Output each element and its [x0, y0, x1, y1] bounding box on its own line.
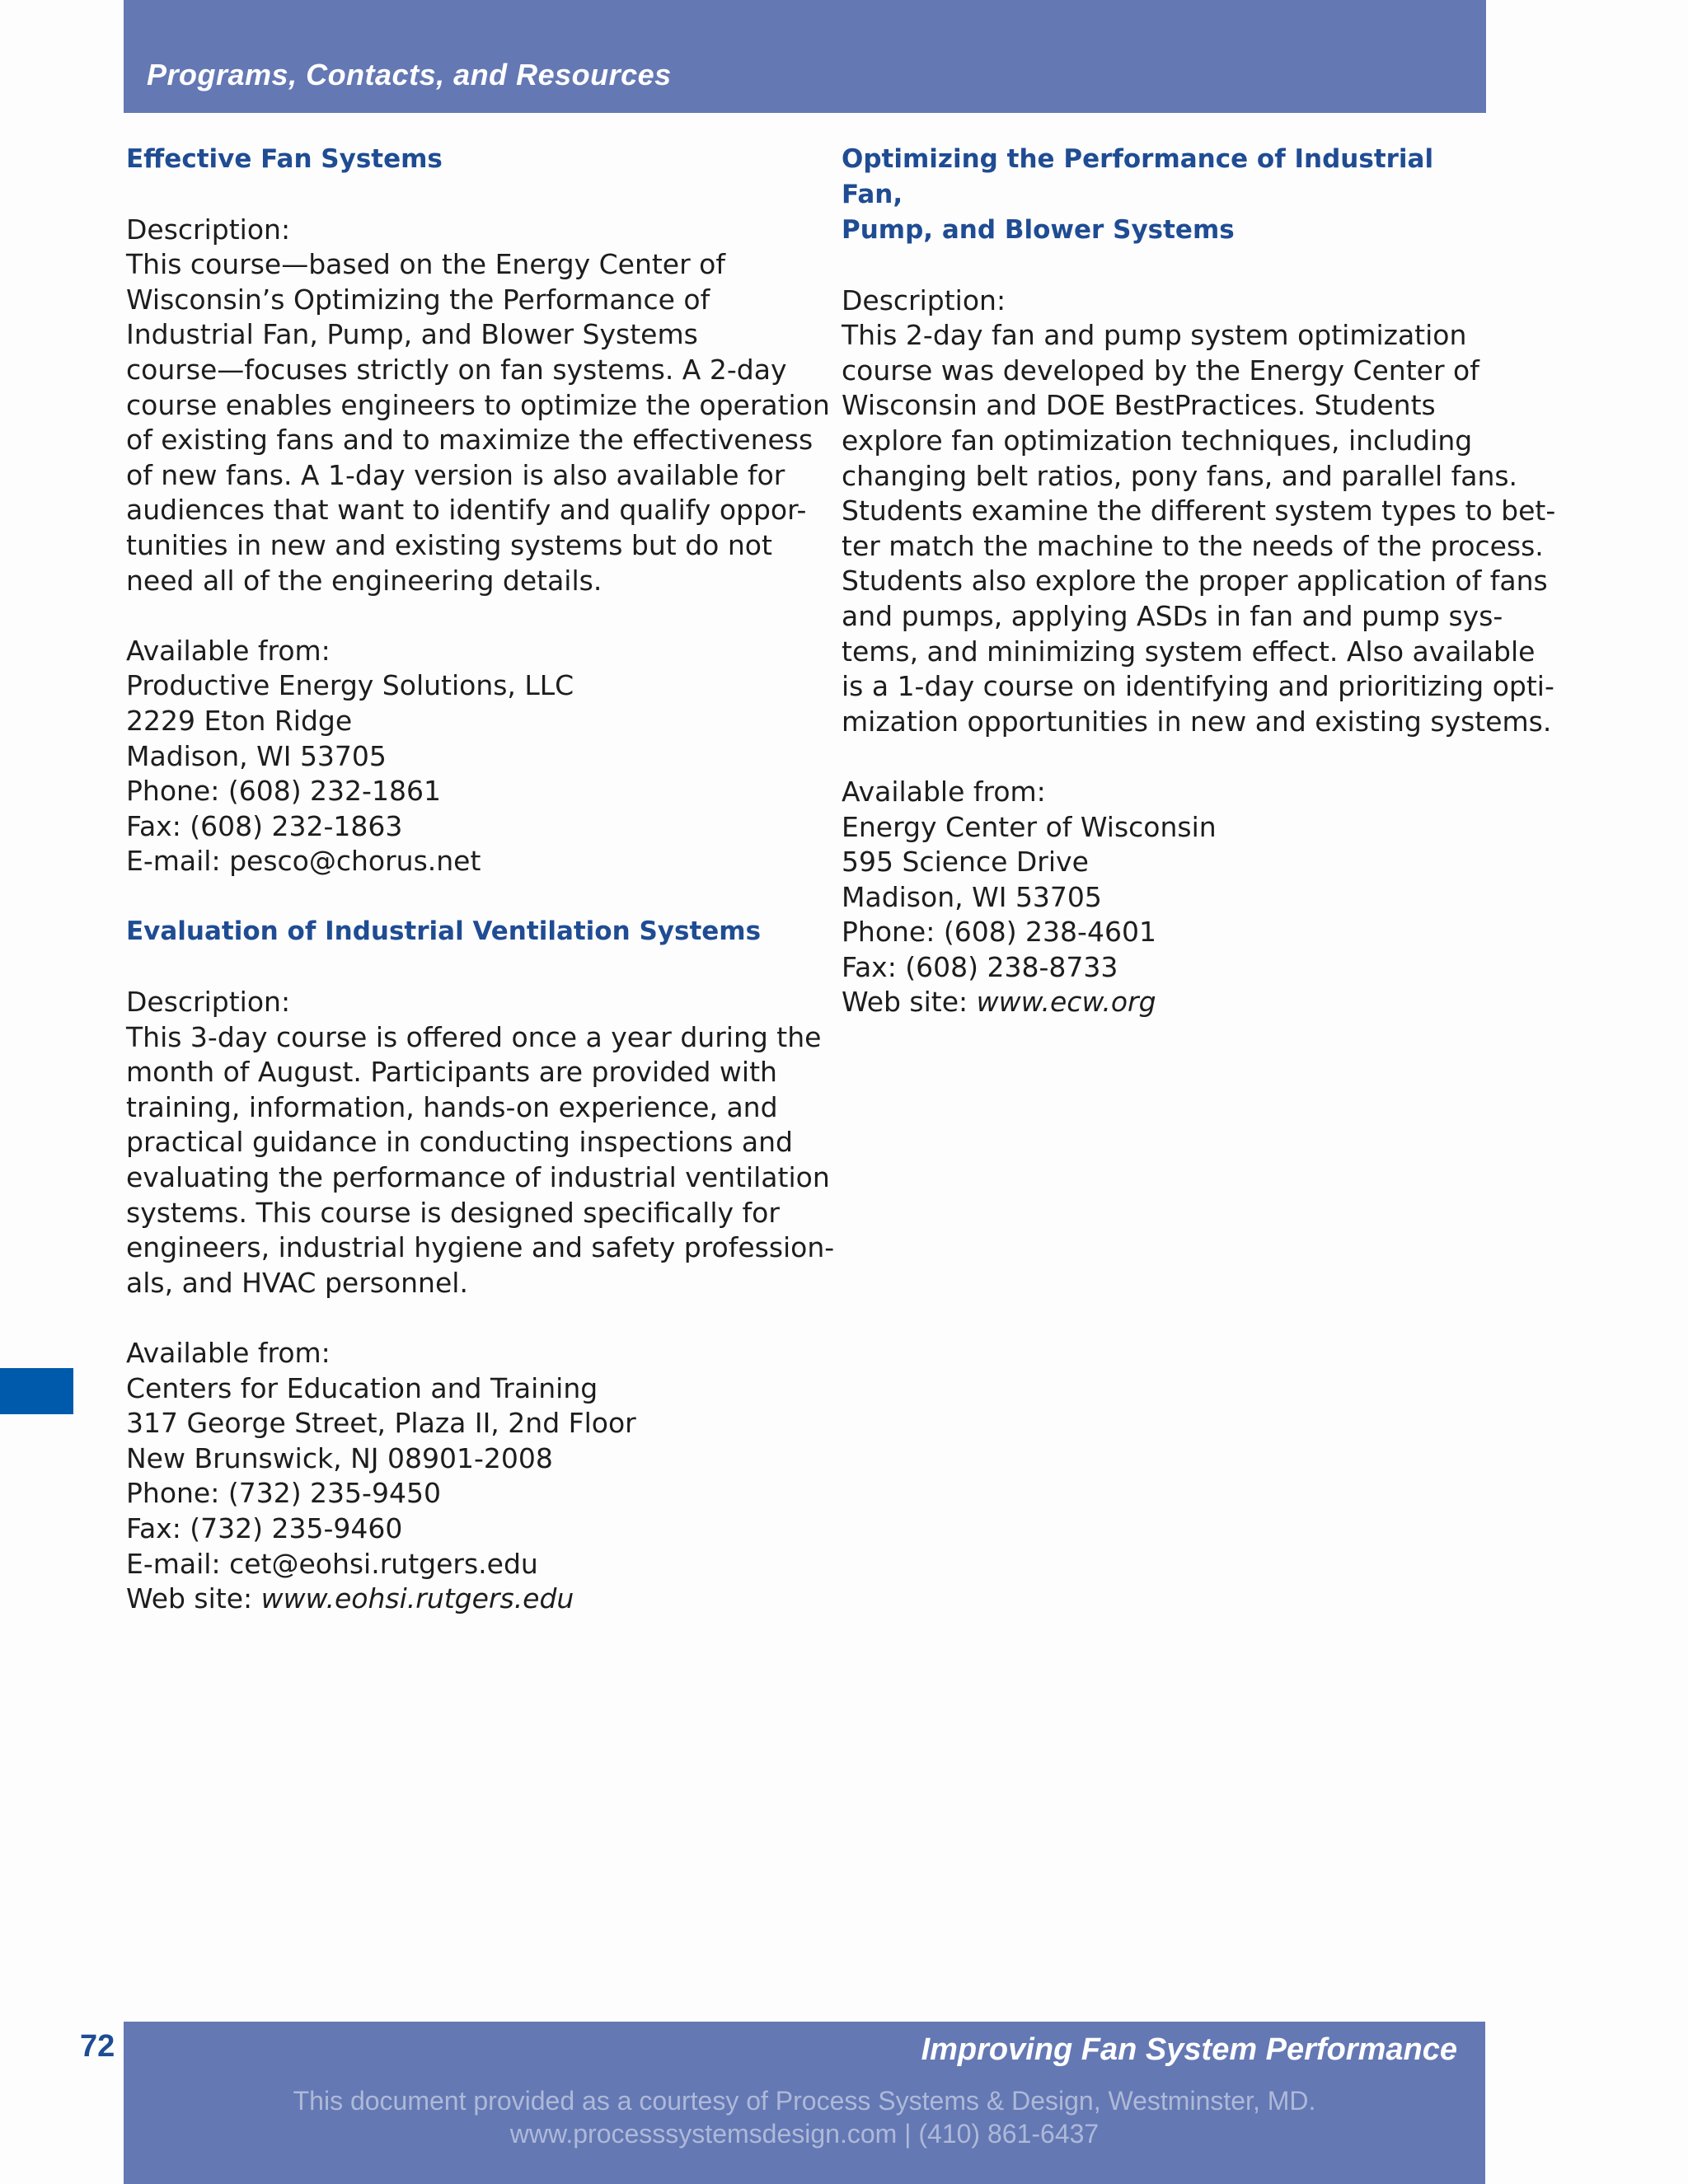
- description-label: Description:: [126, 986, 291, 1019]
- left-column: [126, 142, 835, 1617]
- courtesy-notice: This document provided as a courtesy of Process Systems & Design, Westminster, MD.: [293, 2086, 1316, 2116]
- entry-heading-line: Pump, and Blower Systems: [842, 215, 1235, 245]
- fax-number: Fax: (608) 238-8733: [842, 950, 1118, 983]
- organization-name: Productive Energy Solutions, LLC: [126, 669, 574, 702]
- description-label: Description:: [842, 284, 1006, 316]
- available-label: Available from:: [126, 1337, 331, 1369]
- email-address: E-mail: pesco@chorus.net: [126, 845, 481, 878]
- organization-name: Centers for Education and Training: [126, 1371, 598, 1404]
- entry-heading-line: Optimizing the Performance of Industrial Fan,: [842, 144, 1434, 209]
- description-line: Wisconsin and DOE BestPractices. Students: [842, 389, 1436, 422]
- phone-number: Phone: (608) 238-4601: [842, 916, 1156, 949]
- description-line: and pumps, applying ASDs in fan and pump sys-: [842, 599, 1503, 632]
- right-column: [842, 142, 1556, 1020]
- description-line: course was developed by the Energy Center of: [842, 354, 1479, 387]
- description-line: course enables engineers to optimize the operation: [126, 388, 830, 421]
- website-link[interactable]: www.ecw.org: [976, 986, 1156, 1019]
- website-label: Web site:: [842, 986, 977, 1019]
- entry-effective-fan-systems: [126, 142, 830, 879]
- description-line: need all of the engineering details.: [126, 564, 603, 597]
- description-line: Students examine the different system types to bet-: [842, 494, 1556, 527]
- description-line: This course—based on the Energy Center of: [126, 248, 725, 281]
- entry-optimizing-performance: [842, 142, 1556, 1020]
- description-line: mization opportunities in new and existing systems.: [842, 705, 1552, 738]
- address-line: Madison, WI 53705: [842, 880, 1102, 913]
- website-link[interactable]: www.eohsi.rutgers.edu: [260, 1582, 574, 1615]
- fax-number: Fax: (608) 232-1863: [126, 809, 403, 842]
- address-line: 595 Science Drive: [842, 846, 1089, 879]
- description-line: engineers, industrial hygiene and safety profession-: [126, 1231, 835, 1264]
- description-line: is a 1-day course on identifying and prioritizing opti-: [842, 670, 1554, 703]
- description-line: audiences that want to identify and qualify oppor-: [126, 494, 807, 527]
- side-tab-marker: [0, 1368, 73, 1414]
- website-label: Web site:: [126, 1582, 261, 1615]
- address-line: 317 George Street, Plaza II, 2nd Floor: [126, 1407, 636, 1440]
- description-line: explore fan optimization techniques, including: [842, 424, 1473, 457]
- description-line: tunities in new and existing systems but do not: [126, 528, 772, 561]
- description-line: systems. This course is designed specifically for: [126, 1196, 780, 1229]
- available-label: Available from:: [126, 634, 331, 667]
- description-line: of existing fans and to maximize the effectiveness: [126, 424, 814, 457]
- address-line: New Brunswick, NJ 08901-2008: [126, 1441, 553, 1474]
- description-line: This 3-day course is offered once a year during the: [126, 1020, 822, 1053]
- courtesy-contact: www.processsystemsdesign.com | (410) 861-6437: [509, 2119, 1100, 2149]
- description-line: als, and HVAC personnel.: [126, 1266, 468, 1299]
- description-line: training, information, hands-on experience, and: [126, 1090, 778, 1123]
- description-line: changing belt ratios, pony fans, and parallel fans.: [842, 459, 1518, 492]
- address-line: 2229 Eton Ridge: [126, 704, 353, 737]
- description-line: tems, and minimizing system effect. Also available: [842, 635, 1536, 668]
- description-line: Students also explore the proper application of fans: [842, 565, 1548, 598]
- description-line: ter match the machine to the needs of the process.: [842, 529, 1544, 562]
- available-label: Available from:: [842, 775, 1046, 808]
- section-title: Programs, Contacts, and Resources: [147, 58, 672, 91]
- entry-heading: Evaluation of Industrial Ventilation Systems: [126, 916, 762, 947]
- fax-number: Fax: (732) 235-9460: [126, 1511, 403, 1544]
- organization-name: Energy Center of Wisconsin: [842, 810, 1217, 843]
- description-line: Industrial Fan, Pump, and Blower Systems: [126, 318, 698, 351]
- website-line: [126, 1582, 785, 1617]
- footer-title: Improving Fan System Performance: [921, 2032, 1457, 2067]
- email-address: E-mail: cet@eohsi.rutgers.edu: [126, 1547, 538, 1580]
- description-line: practical guidance in conducting inspections and: [126, 1126, 793, 1159]
- entry-heading: Effective Fan Systems: [126, 144, 443, 174]
- description-label: Description:: [126, 213, 291, 246]
- website-line: [842, 985, 1501, 1020]
- description-line: This 2-day fan and pump system optimization: [842, 319, 1467, 352]
- page-number: 72: [80, 2029, 115, 2064]
- description-line: of new fans. A 1-day version is also available for: [126, 458, 785, 491]
- entry-evaluation-industrial-ventilation: [126, 914, 835, 1616]
- address-line: Madison, WI 53705: [126, 739, 387, 772]
- description-line: month of August. Participants are provided with: [126, 1056, 777, 1089]
- header-band: [124, 0, 1486, 113]
- phone-number: Phone: (732) 235-9450: [126, 1477, 441, 1510]
- description-line: evaluating the performance of industrial ventilation: [126, 1161, 830, 1194]
- phone-number: Phone: (608) 232-1861: [126, 775, 441, 808]
- description-line: Wisconsin’s Optimizing the Performance of: [126, 283, 710, 316]
- description-line: course—focuses strictly on fan systems. A 2-day: [126, 353, 787, 386]
- footer-band: [124, 2022, 1485, 2184]
